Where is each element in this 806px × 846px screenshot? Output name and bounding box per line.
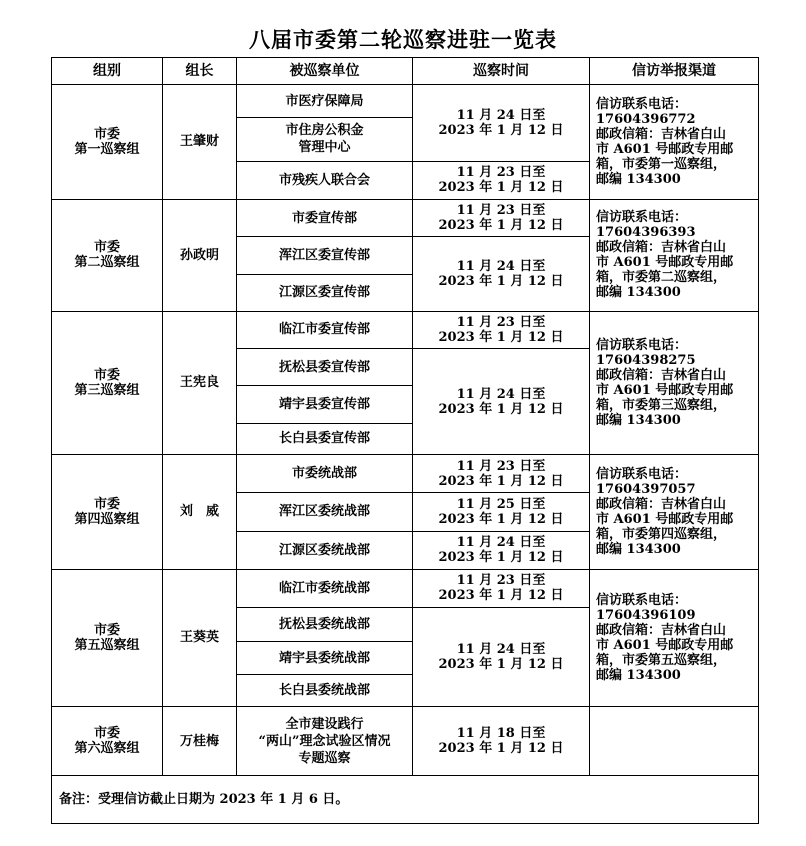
time-cell: 11 月 24 日至 2023 年 1 月 12 日 (413, 531, 590, 569)
unit-cell: 长白县委统战部 (237, 674, 413, 706)
header-channel: 信访举报渠道 (590, 58, 759, 85)
group-name-cell: 市委 第二巡察组 (52, 199, 163, 311)
note-text: 备注：受理信访截止日期为 2023 年 1 月 6 日。 (52, 776, 759, 824)
leader-cell: 万桂梅 (163, 706, 237, 776)
table-row (52, 454, 759, 492)
inspection-table (51, 57, 759, 824)
unit-cell: 临江市委宣传部 (237, 311, 413, 348)
table-header-row (52, 58, 759, 85)
unit-cell: 市住房公积金 管理中心 (237, 118, 413, 161)
channel-cell: 信访联系电话： 17604396109 邮政信箱：吉林省白山 市 A601 号邮政专用邮 箱，市委第五巡察组， 邮编 134300 (590, 569, 759, 706)
page-title: 八届市委第二轮巡察进驻一览表 (249, 27, 557, 52)
unit-cell: 市委宣传部 (237, 199, 413, 236)
unit-cell: 浑江区委宣传部 (237, 237, 413, 274)
channel-cell: 信访联系电话： 17604397057 邮政信箱：吉林省白山 市 A601 号邮政专用邮 箱，市委第四巡察组， 邮编 134300 (590, 454, 759, 569)
channel-cell: 信访联系电话： 17604396772 邮政信箱：吉林省白山 市 A601 号邮政专用邮 箱，市委第一巡察组， 邮编 134300 (590, 85, 759, 200)
time-cell: 11 月 24 日至 2023 年 1 月 12 日 (413, 237, 590, 312)
channel-cell (590, 706, 759, 776)
unit-cell: 靖宇县委统战部 (237, 642, 413, 674)
table-row (52, 569, 759, 607)
header-time: 巡察时间 (413, 58, 590, 85)
leader-cell: 王葵英 (163, 569, 237, 706)
time-cell: 11 月 24 日至 2023 年 1 月 12 日 (413, 608, 590, 707)
table-row (52, 85, 759, 118)
unit-cell: 江源区委宣传部 (237, 274, 413, 311)
unit-cell: 浑江区委统战部 (237, 493, 413, 531)
unit-cell: 长白县委宣传部 (237, 423, 413, 454)
group-name-cell: 市委 第一巡察组 (52, 85, 163, 200)
group-name-cell: 市委 第六巡察组 (52, 706, 163, 776)
unit-cell: 抚松县委统战部 (237, 608, 413, 642)
unit-cell: 靖宇县委宣传部 (237, 386, 413, 423)
unit-cell: 全市建设践行 “两山”理念试验区情况 专题巡察 (237, 706, 413, 776)
table-row (52, 706, 759, 776)
unit-cell: 市残疾人联合会 (237, 161, 413, 199)
channel-cell: 信访联系电话： 17604396393 邮政信箱：吉林省白山 市 A601 号邮政专用邮 箱，市委第二巡察组， 邮编 134300 (590, 199, 759, 311)
group-name-cell: 市委 第四巡察组 (52, 454, 163, 569)
header-group: 组别 (52, 58, 163, 85)
header-leader: 组长 (163, 58, 237, 85)
unit-cell: 抚松县委宣传部 (237, 349, 413, 386)
leader-cell: 刘 威 (163, 454, 237, 569)
channel-cell: 信访联系电话： 17604398275 邮政信箱：吉林省白山 市 A601 号邮政专用邮 箱，市委第三巡察组， 邮编 134300 (590, 311, 759, 454)
time-cell: 11 月 23 日至 2023 年 1 月 12 日 (413, 454, 590, 492)
leader-cell: 王肇财 (163, 85, 237, 200)
unit-cell: 市医疗保障局 (237, 85, 413, 118)
unit-cell: 市委统战部 (237, 454, 413, 492)
leader-cell: 王宪良 (163, 311, 237, 454)
unit-cell: 临江市委统战部 (237, 569, 413, 607)
unit-cell: 江源区委统战部 (237, 531, 413, 569)
group-name-cell: 市委 第五巡察组 (52, 569, 163, 706)
time-cell: 11 月 23 日至 2023 年 1 月 12 日 (413, 161, 590, 199)
note-row (52, 776, 759, 824)
time-cell: 11 月 23 日至 2023 年 1 月 12 日 (413, 569, 590, 607)
time-cell: 11 月 18 日至 2023 年 1 月 12 日 (413, 706, 590, 776)
time-cell: 11 月 24 日至 2023 年 1 月 12 日 (413, 349, 590, 455)
time-cell: 11 月 23 日至 2023 年 1 月 12 日 (413, 199, 590, 236)
time-cell: 11 月 24 日至 2023 年 1 月 12 日 (413, 85, 590, 162)
leader-cell: 孙政明 (163, 199, 237, 311)
header-unit: 被巡察单位 (237, 58, 413, 85)
group-name-cell: 市委 第三巡察组 (52, 311, 163, 454)
table-row (52, 199, 759, 236)
time-cell: 11 月 25 日至 2023 年 1 月 12 日 (413, 493, 590, 531)
time-cell: 11 月 23 日至 2023 年 1 月 12 日 (413, 311, 590, 348)
table-row (52, 311, 759, 348)
